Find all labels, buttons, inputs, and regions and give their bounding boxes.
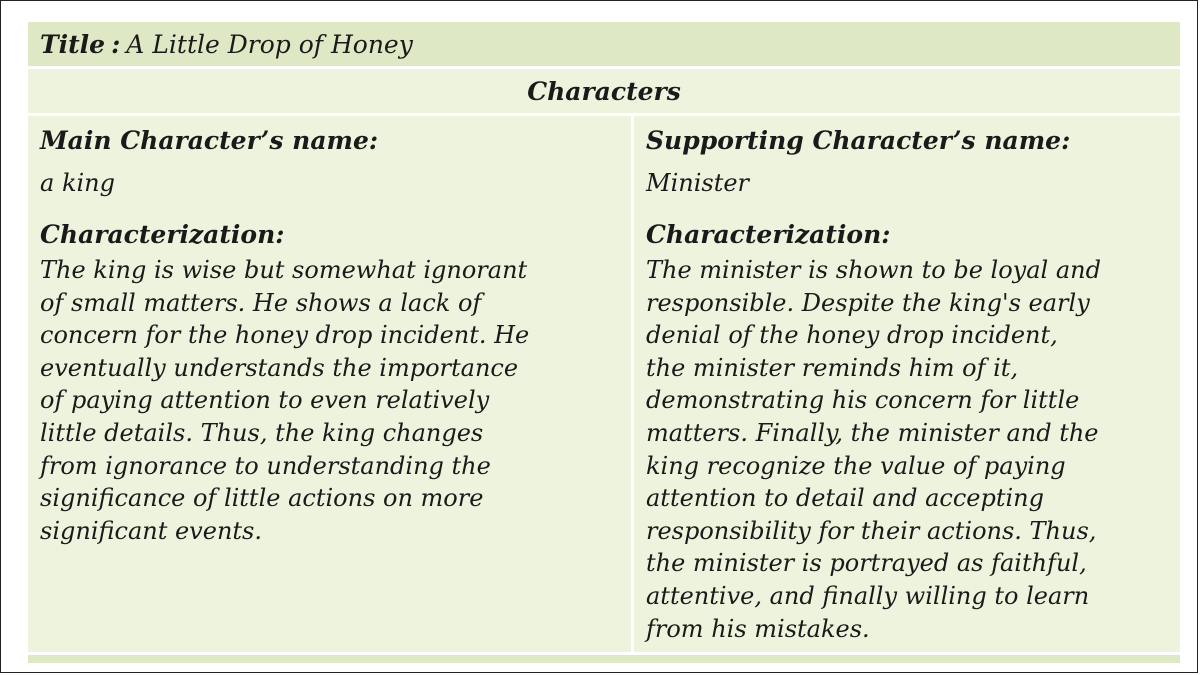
main-characterization-line: significant events. <box>40 516 262 545</box>
main-characterization-line: significance of little actions on more <box>40 484 484 513</box>
supporting-characterization-text <box>646 254 1170 645</box>
characters-columns <box>28 116 1180 652</box>
supporting-character-name: Minister <box>646 169 750 197</box>
table-bottom-row <box>28 655 1180 663</box>
main-characterization-line: little details. Thus, the king changes <box>40 418 484 447</box>
main-characterization-line: concern for the honey drop incident. He <box>40 321 530 350</box>
supporting-characterization-line: matters. Finally, the minister and the <box>646 418 1099 447</box>
supporting-characterization-heading: Characterization: <box>646 220 891 249</box>
title-row <box>28 22 1180 66</box>
supporting-characterization-line: attentive, and finally willing to learn <box>646 581 1090 610</box>
main-characterization-heading: Characterization: <box>40 220 285 249</box>
main-characterization-line: eventually understands the importance <box>40 353 519 382</box>
supporting-characterization-line: the minister is portrayed as faithful, <box>646 549 1087 578</box>
story-title: A Little Drop of Honey <box>126 29 413 59</box>
main-characterization-line: from ignorance to understanding the <box>40 451 491 480</box>
supporting-characterization-line: demonstrating his concern for little <box>646 386 1080 415</box>
title-label: Title <box>40 29 106 59</box>
main-character-name: a king <box>40 169 115 197</box>
supporting-character-heading: Supporting Character’s name: <box>646 126 1071 155</box>
main-character-heading: Main Character’s name: <box>40 126 379 155</box>
main-characterization-line: of paying attention to even relatively <box>40 386 490 415</box>
supporting-characterization-line: the minister reminds him of it, <box>646 353 1019 382</box>
main-characterization-line: of small matters. He shows a lack of <box>40 288 482 317</box>
characters-heading: Characters <box>28 69 1180 113</box>
supporting-character-cell <box>634 116 1180 652</box>
supporting-characterization-line: responsible. Despite the king's early <box>646 288 1090 317</box>
supporting-characterization-line: The minister is shown to be loyal and <box>646 256 1101 284</box>
main-characterization-text <box>40 254 621 547</box>
supporting-characterization-line: from his mistakes. <box>646 614 870 643</box>
main-character-cell <box>28 116 631 652</box>
supporting-characterization-line: responsibility for their actions. Thus, <box>646 516 1097 545</box>
supporting-characterization-line: denial of the honey drop incident, <box>646 321 1058 350</box>
title-separator: : <box>111 29 121 59</box>
supporting-characterization-line: king recognize the value of paying <box>646 451 1066 480</box>
character-table <box>28 22 1180 663</box>
main-characterization-line: The king is wise but somewhat ignorant <box>40 256 528 284</box>
supporting-characterization-line: attention to detail and accepting <box>646 484 1044 513</box>
